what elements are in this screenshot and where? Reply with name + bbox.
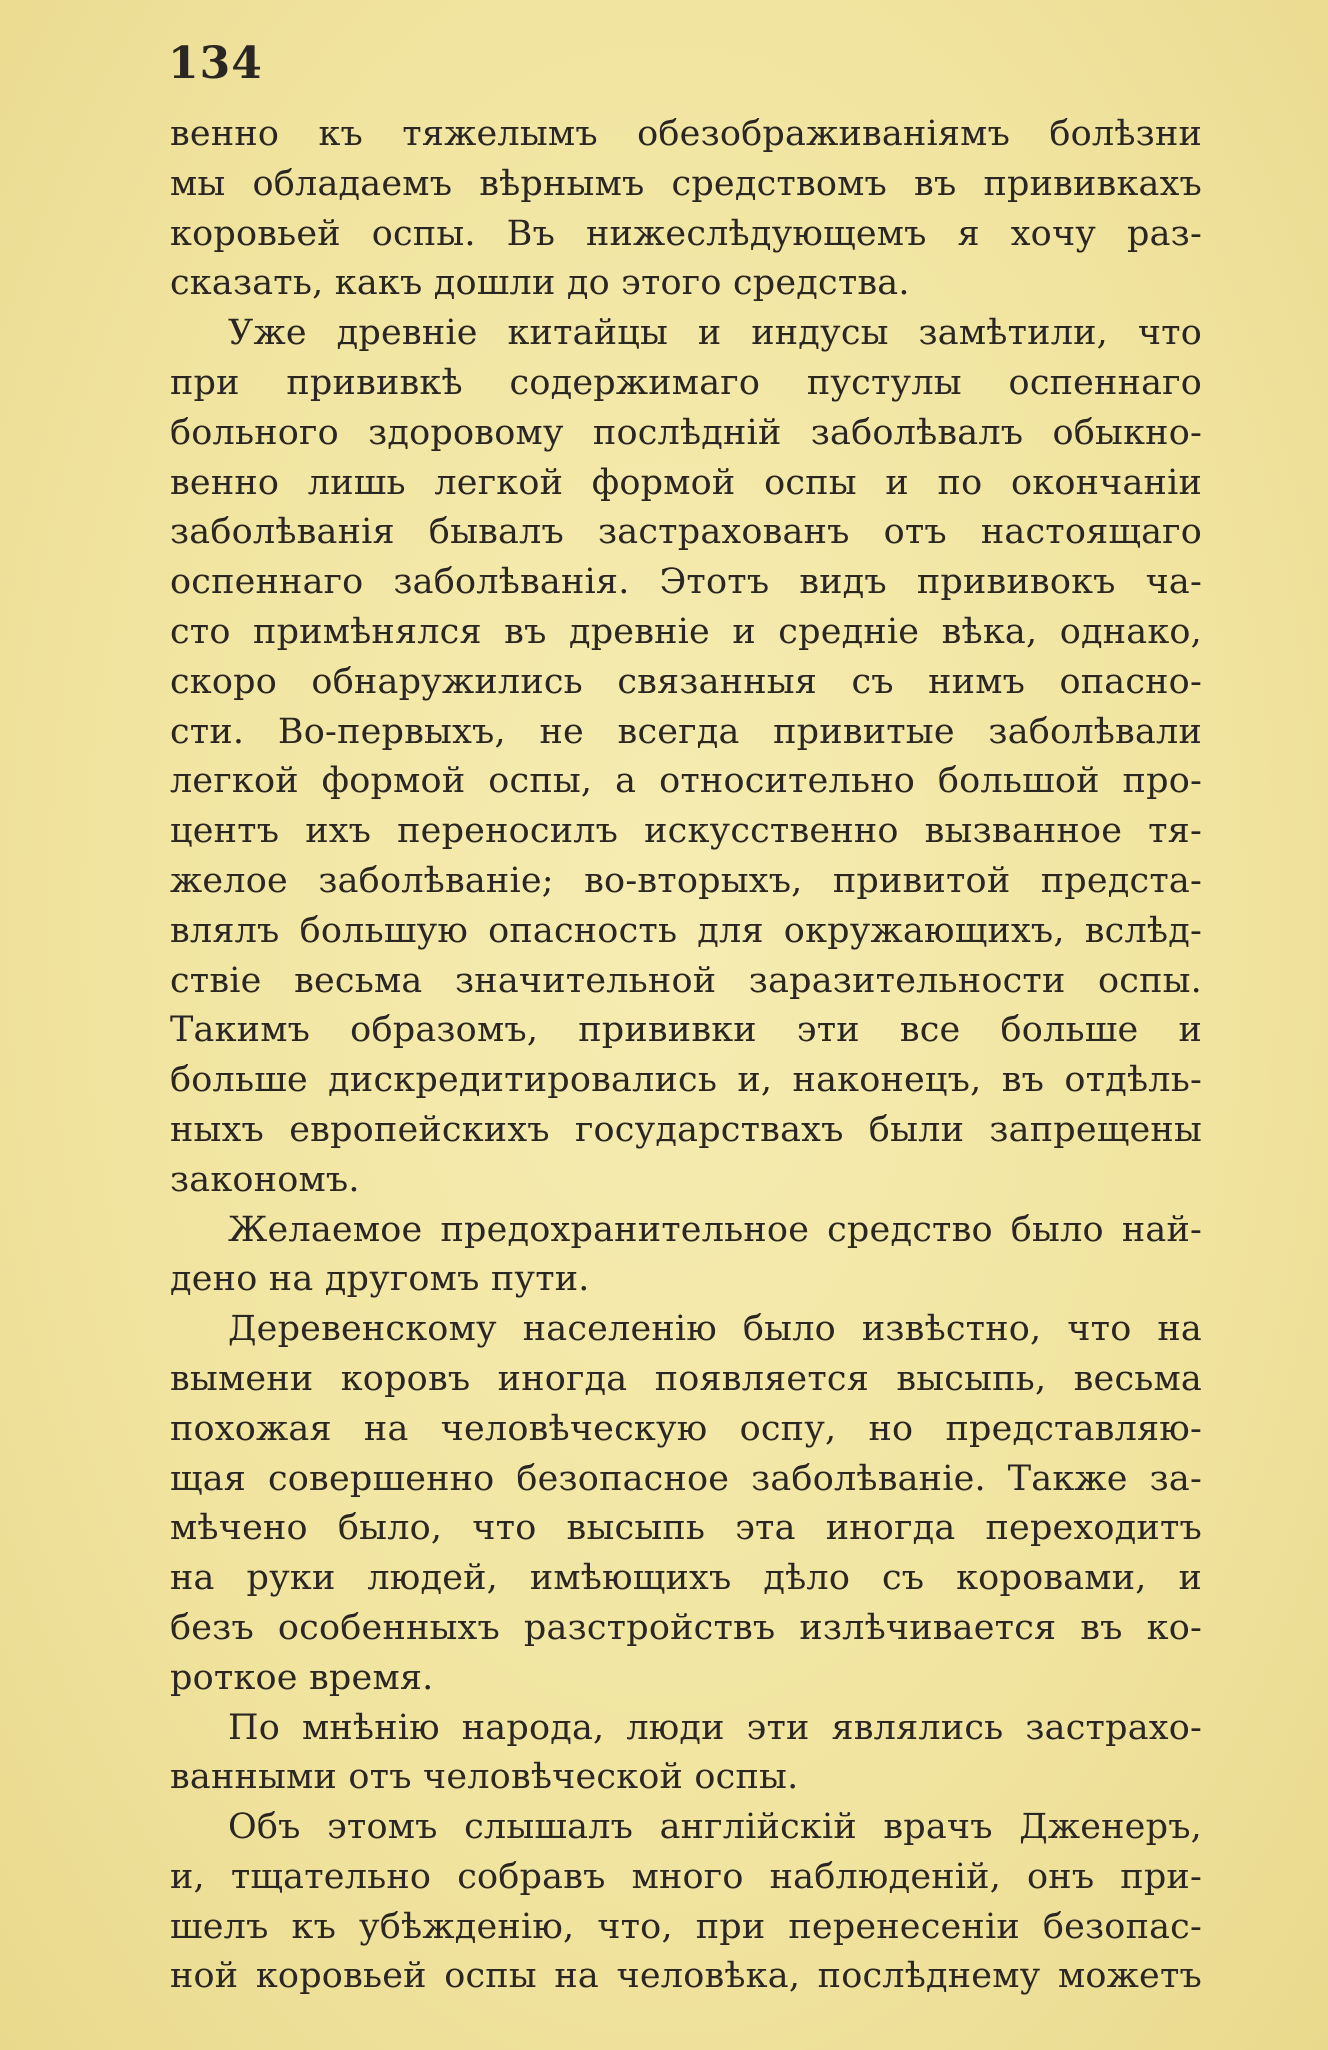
text-line: венно лишь легкой формой оспы и по окончаніи: [170, 462, 1202, 503]
text-line: сказать, какъ дошли до этого средства.: [170, 263, 910, 304]
text-line: желое заболѣваніе; во-вторыхъ, привитой предста-: [170, 860, 1202, 901]
text-line: Такимъ образомъ, прививки эти все больше и: [170, 1010, 1202, 1051]
text-line: больше дискредитировались и, наконецъ, въ отдѣль-: [170, 1060, 1202, 1101]
text-line: ванными отъ человѣческой оспы.: [170, 1757, 799, 1798]
body-text: [170, 110, 1202, 2002]
text-line: ныхъ европейскихъ государствахъ были запрещены: [170, 1109, 1202, 1150]
text-line: роткое время.: [170, 1657, 434, 1698]
text-line: сти. Во-первыхъ, не всегда привитые заболѣвали: [170, 711, 1202, 752]
text-line: и, тщательно собравъ много наблюденій, онъ при-: [170, 1856, 1202, 1897]
text-line: Желаемое предохранительное средство было най-: [228, 1209, 1202, 1250]
text-line: заболѣванія бывалъ застрахованъ отъ настоящаго: [170, 512, 1202, 553]
text-line: скоро обнаружились связанныя съ нимъ опасно-: [170, 661, 1202, 702]
text-line: на руки людей, имѣющихъ дѣло съ коровами, и: [170, 1558, 1202, 1599]
text-line: шелъ къ убѣжденію, что, при перенесеніи безопас-: [170, 1906, 1202, 1947]
text-line: щая совершенно безопасное заболѣваніе. Также за-: [170, 1458, 1202, 1499]
text-line: оспеннаго заболѣванія. Этотъ видъ прививокъ ча-: [170, 562, 1202, 603]
text-line: венно къ тяжелымъ обезображиваніямъ болѣзни: [170, 114, 1202, 154]
text-line: вымени коровъ иногда появляется высыпь, весьма: [170, 1358, 1202, 1399]
text-line: По мнѣнію народа, люди эти являлись застрахо-: [228, 1707, 1202, 1748]
text-line: центъ ихъ переносилъ искусственно вызванное тя-: [170, 811, 1202, 852]
text-line: дено на другомъ пути.: [170, 1259, 590, 1300]
text-line: влялъ большую опасность для окружающихъ, вслѣд-: [170, 910, 1202, 951]
text-line: больного здоровому послѣдній заболѣвалъ обыкно-: [170, 412, 1202, 453]
text-line: Деревенскому населенію было извѣстно, что на: [228, 1309, 1202, 1350]
text-line: Уже древніе китайцы и индусы замѣтили, что: [228, 313, 1202, 354]
text-line: ной коровьей оспы на человѣка, послѣднему можетъ: [170, 1956, 1202, 1997]
text-line: похожая на человѣческую оспу, но представляю-: [170, 1408, 1202, 1449]
text-line: сто примѣнялся въ древніе и средніе вѣка, однако,: [170, 611, 1202, 652]
text-line: мы обладаемъ вѣрнымъ средствомъ въ прививкахъ: [170, 163, 1202, 204]
text-line: при прививкѣ содержимаго пустулы оспеннаго: [170, 362, 1202, 403]
text-line: мѣчено было, что высыпь эта иногда переходитъ: [170, 1508, 1202, 1549]
text-line: ствіе весьма значительной заразительности оспы.: [170, 960, 1202, 1001]
text-line: закономъ.: [170, 1159, 360, 1200]
text-line: безъ особенныхъ разстройствъ излѣчивается въ ко-: [170, 1607, 1202, 1648]
text-line: легкой формой оспы, а относительно большой про-: [170, 761, 1202, 802]
text-line: коровьей оспы. Въ нижеслѣдующемъ я хочу раз-: [170, 213, 1202, 254]
text-line: Объ этомъ слышалъ англійскій врачъ Дженеръ,: [228, 1807, 1202, 1848]
page-number: 134: [168, 38, 263, 89]
